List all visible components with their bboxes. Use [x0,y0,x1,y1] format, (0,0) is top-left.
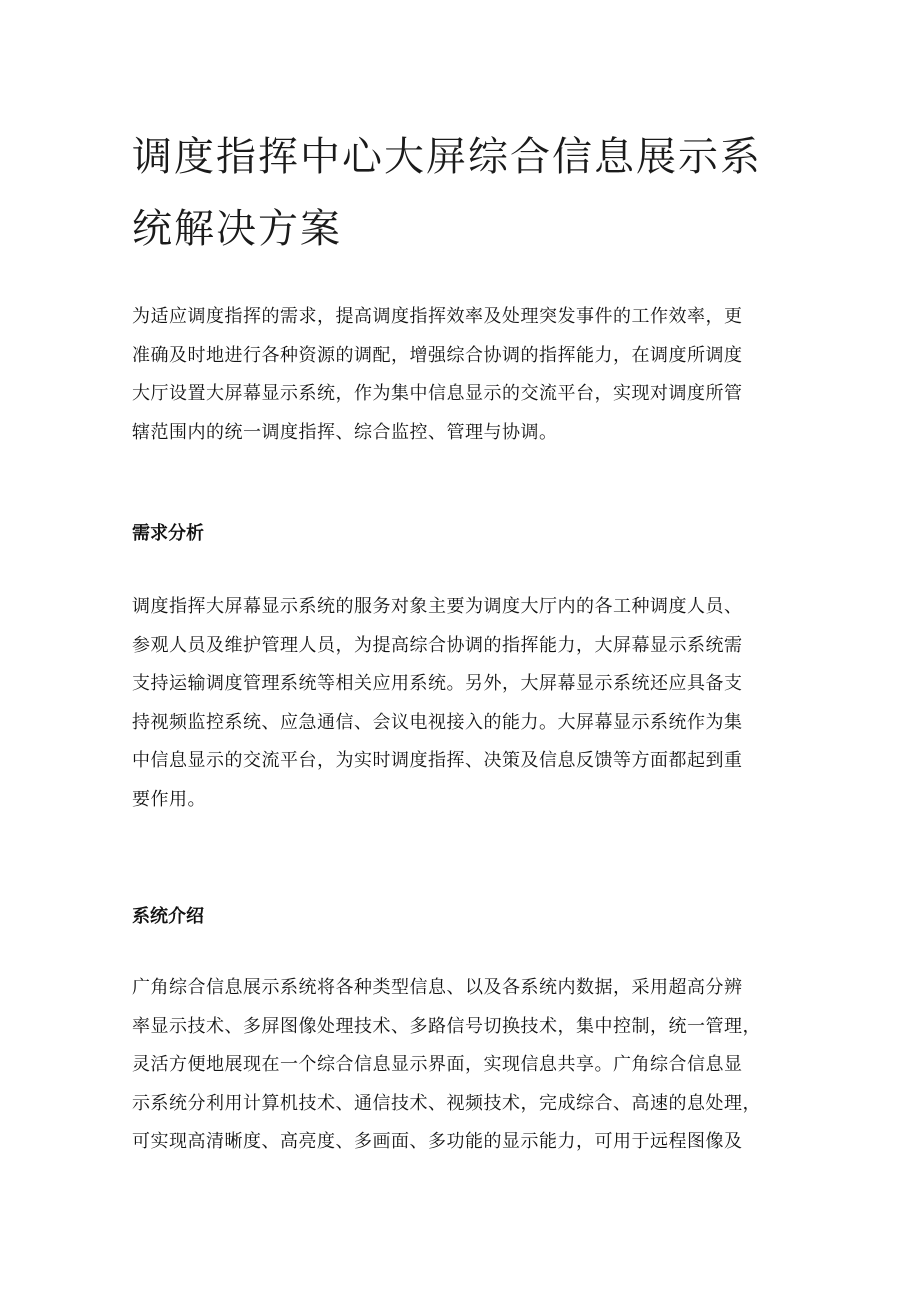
paragraph-line: 为适应调度指挥的需求，提高调度指挥效率及处理突发事件的工作效率，更 [132,306,743,327]
paragraph-line: 准确及时地进行各种资源的调配，增强综合协调的指挥能力，在调度所调度 [132,344,743,366]
title-line: 调度指挥中心大屏综合信息展示系 [132,134,762,180]
title-line: 统解决方案 [132,206,342,252]
paragraph-line: 示系统分利用计算机技术、通信技术、视频技术，完成综合、高速的息处理， [132,1092,761,1114]
paragraph-line: 率显示技术、多屏图像处理技术、多路信号切换技术，集中控制，统一管理， [132,1015,761,1037]
document-title [132,121,802,265]
section-heading-system-intro: 系统介绍 [132,906,204,927]
paragraph-line: 可实现高清晰度、高亮度、多画面、多功能的显示能力，可用于远程图像及 [132,1131,743,1152]
paragraph-line: 大厅设置大屏幕显示系统，作为集中信息显示的交流平台，实现对调度所管 [132,383,743,404]
paragraph-line: 灵活方便地展现在一个综合信息显示界面，实现信息共享。广角综合信息显 [132,1054,743,1075]
requirements-paragraph [132,588,804,819]
paragraph-line: 广角综合信息展示系统将各种类型信息、以及各系统内数据，采用超高分辨 [132,977,743,998]
paragraph-line: 参观人员及维护管理人员，为提高综合协调的指挥能力，大屏幕显示系统需 [132,634,743,656]
paragraph-line: 支持运输调度管理系统等相关应用系统。另外，大屏幕显示系统还应具备支 [132,673,743,694]
paragraph-line: 要作用。 [132,788,206,810]
system-intro-paragraph [132,969,804,1162]
paragraph-line: 调度指挥大屏幕显示系统的服务对象主要为调度大厅内的各工种调度人员、 [132,596,743,617]
paragraph-line: 辖范围内的统一调度指挥、综合监控、管理与协调。 [132,421,558,443]
section-heading-requirements: 需求分析 [132,523,204,544]
paragraph-line: 持视频监控系统、应急通信、会议电视接入的能力。大屏幕显示系统作为集 [132,711,743,733]
paragraph-line: 中信息显示的交流平台，为实时调度指挥、决策及信息反馈等方面都起到重 [132,750,743,771]
intro-paragraph [132,298,804,452]
